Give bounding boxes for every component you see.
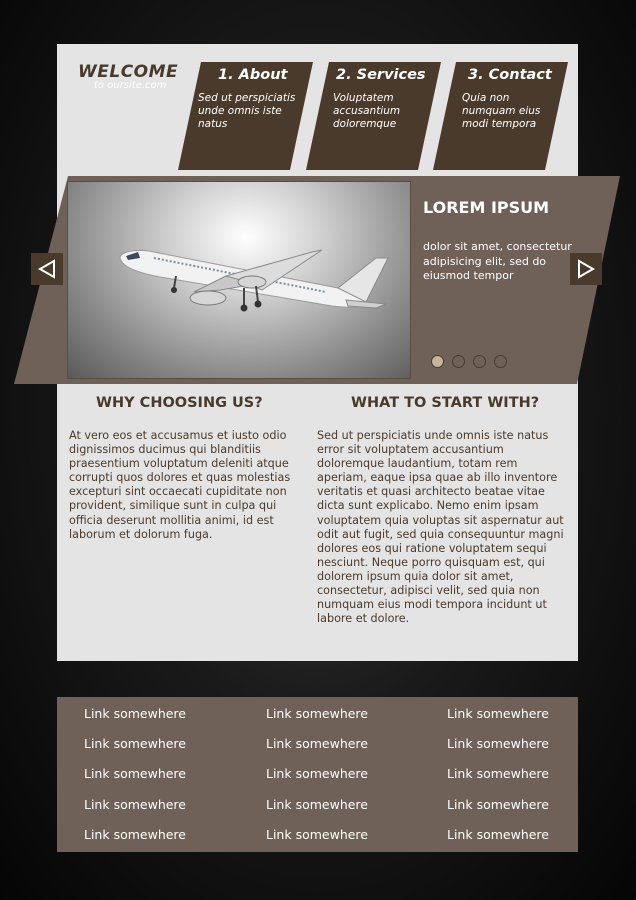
brand[interactable] [78,62,179,91]
nav-tab-label: 1. About [218,67,288,83]
nav-tab-about[interactable] [178,62,313,170]
slide-image [68,182,410,378]
footer-links-panel [57,697,578,852]
footer-link[interactable]: Link somewhere [266,826,368,842]
footer-link[interactable]: Link somewhere [84,796,186,812]
footer-link[interactable]: Link somewhere [447,736,549,752]
footer-link[interactable]: Link somewhere [447,766,549,782]
footer-link[interactable]: Link somewhere [84,826,186,842]
footer-link[interactable]: Link somewhere [266,706,368,721]
footer-link[interactable]: Link somewhere [84,766,186,782]
airplane-icon [68,182,410,378]
brand-title: WELCOME [78,62,179,82]
footer-link[interactable]: Link somewhere [266,766,368,782]
slider-dot[interactable] [452,355,465,368]
footer-link[interactable]: Link somewhere [447,706,549,721]
what-to-start-heading: WHAT TO START WITH? [351,395,540,411]
footer-link[interactable]: Link somewhere [447,826,549,842]
brand-subtitle: to oursite.com [94,80,167,91]
footer-link[interactable]: Link somewhere [266,736,368,752]
slider-dot[interactable] [473,355,486,368]
nav-tab-desc: Voluptatem accusantium doloremque [333,92,401,130]
slider-dot[interactable] [494,355,507,368]
slider-prev-button[interactable] [31,253,63,285]
nav-tab-desc: Sed ut perspiciatis unde omnis iste natus [198,92,296,130]
footer-link[interactable]: Link somewhere [84,736,186,752]
nav-tab-services[interactable] [306,62,441,170]
slider-dot[interactable] [431,355,444,368]
slider-next-button[interactable] [570,253,602,285]
arrow-left-icon [36,258,58,280]
arrow-right-icon [575,258,597,280]
slide-heading: LOREM IPSUM [423,198,550,217]
slider-dots [431,355,507,368]
footer-link[interactable]: Link somewhere [84,706,186,721]
nav-tab-label: 2. Services [336,67,426,83]
nav-tab-label: 3. Contact [468,67,552,83]
nav-tab-desc: Quia non numquam eius modi tempora [462,92,541,130]
slide-text: dolor sit amet, consectetur adipisicing elit, sed do eiusmod tempor [423,240,572,282]
what-to-start-text: Sed ut perspiciatis unde omnis iste natus error sit voluptatem accusantium doloremque laudantium, totam rem aperiam, eaque ipsa quae ab illo inventore veritatis et quasi architecto beatae vitae dicta sunt explicabo. Nemo enim ipsam voluptatem quia voluptas sit aspernatur aut odit aut fugit, sed quia consequuntur magni dolores eos qui ratione voluptatem sequi nesciunt. Neque porro quisquam est, qui dolorem ipsum quia dolor sit amet, consectetur, adipisci velit, sed quia non numquam eius modi tempora incidunt ut labore et dolore. [317,429,564,626]
footer-link[interactable]: Link somewhere [447,796,549,812]
nav-tab-contact[interactable] [433,62,568,170]
why-choosing-text: At vero eos et accusamus et iusto odio dignissimos ducimus qui blanditiis praesentium voluptatum deleniti atque corrupti quos dolores et quas molestias excepturi sint occaecati cupiditate non provident, similique sunt in culpa qui officia deserunt mollitia animi, id est laborum et dolorum fuga. [69,429,291,541]
why-choosing-heading: WHY CHOOSING US? [96,395,263,411]
footer-link[interactable]: Link somewhere [266,796,368,812]
